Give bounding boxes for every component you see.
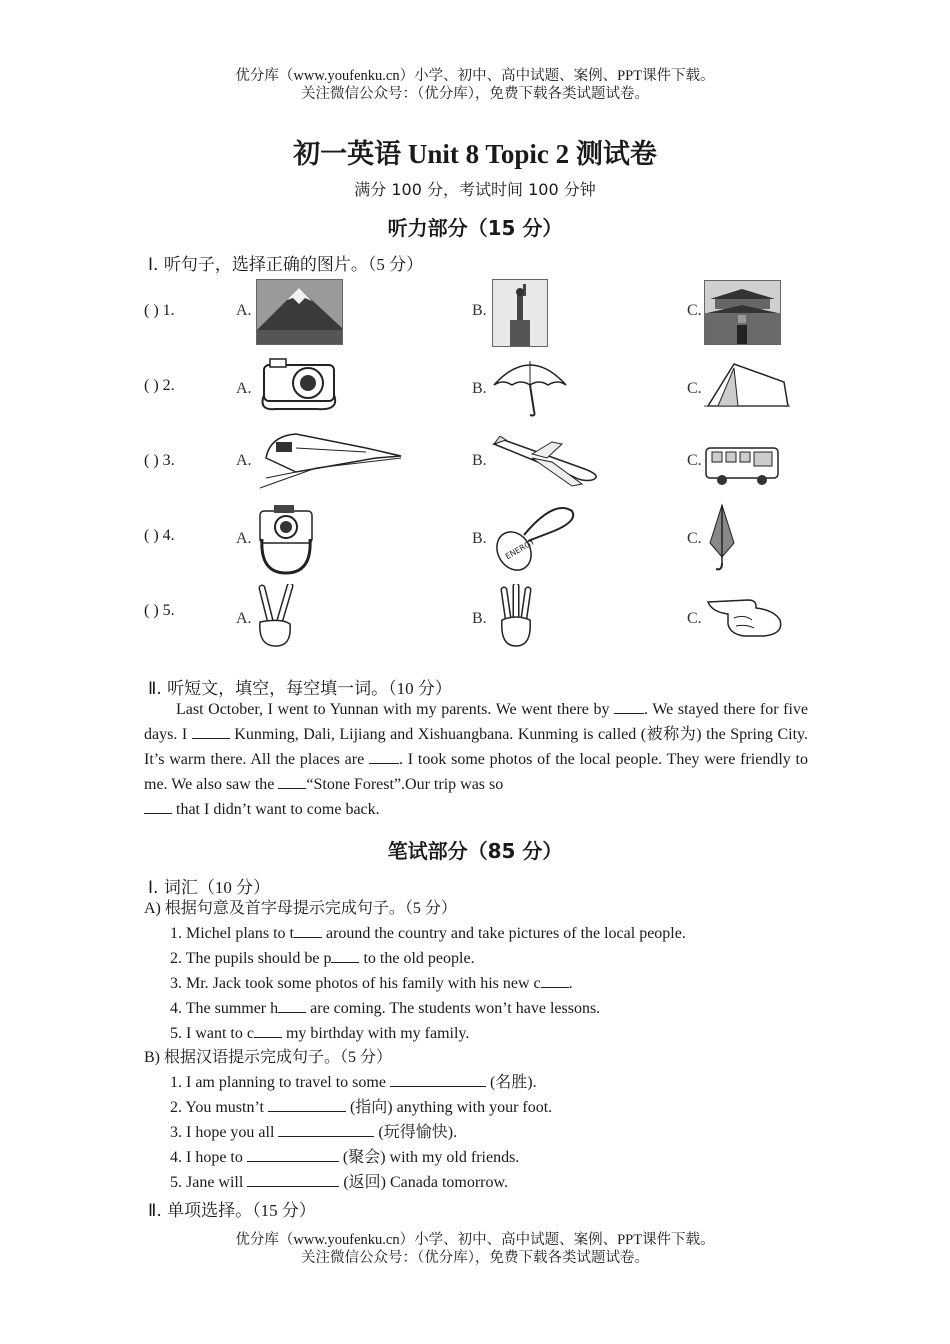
camera-icon[interactable]: [256, 355, 342, 413]
footer-line-1: 优分库（www.youfenku.cn）小学、初中、高中试题、案例、PPT课件下载。: [235, 1232, 715, 1248]
answer-blank[interactable]: [331, 948, 359, 963]
option-b-label: B.: [472, 610, 487, 627]
vocab-b-list: [170, 1070, 552, 1195]
question-number: ( ) 3.: [144, 452, 175, 469]
option-a-label: A.: [236, 380, 252, 397]
list-item: 2. You mustn’t (指向) anything with your foot.: [170, 1099, 553, 1116]
listening-part1-label: [148, 250, 423, 275]
section-label: Ⅱ. 听短文，填空，每空填一词。: [148, 679, 389, 699]
three-fingers-hand-icon[interactable]: [496, 584, 536, 650]
option-c-label: C.: [687, 610, 702, 627]
option-c-label: C.: [687, 302, 702, 319]
vocab-a-list: [170, 921, 686, 1046]
option-a-label: A.: [236, 452, 252, 469]
statue-of-liberty-photo[interactable]: [492, 279, 548, 347]
section-points: （10 分）: [388, 679, 452, 698]
option-a-label: A.: [236, 610, 252, 627]
statue-icon: [493, 280, 547, 346]
airplane-icon[interactable]: [492, 436, 610, 490]
vocab-a-label: A) 根据句意及首字母提示完成句子。（5 分）: [144, 900, 457, 917]
footer-line-2: 关注微信公众号：（优分库），免费下载各类试题试卷。: [301, 1250, 649, 1266]
option-b-label: B.: [472, 380, 487, 397]
answer-blank[interactable]: [254, 1023, 282, 1038]
page-title: 初一英语 Unit 8 Topic 2 测试卷: [293, 139, 657, 169]
list-item: 1. Michel plans to t around the country and take pictures of the local people.: [170, 925, 686, 942]
answer-blank[interactable]: [278, 774, 306, 789]
list-item: 1. I am planning to travel to some (名胜).: [170, 1074, 537, 1091]
option-a-label: A.: [236, 530, 252, 547]
answer-blank[interactable]: [192, 724, 230, 739]
vocab-label: [148, 873, 270, 898]
camera-icon[interactable]: [256, 503, 316, 575]
bus-icon[interactable]: [704, 444, 780, 488]
answer-blank[interactable]: [390, 1072, 486, 1087]
list-item: 4. I hope to (聚会) with my old friends.: [170, 1149, 520, 1166]
option-c-label: C.: [687, 380, 702, 397]
header-line-2: 关注微信公众号：（优分库），免费下载各类试题试卷。: [301, 86, 649, 102]
option-b-label: B.: [472, 452, 487, 469]
list-item: 3. I hope you all (玩得愉快).: [170, 1124, 458, 1141]
tiananmen-photo[interactable]: [704, 280, 781, 345]
answer-blank[interactable]: [369, 749, 399, 764]
page-subtitle: 满分 100 分，考试时间 100 分钟: [354, 180, 596, 199]
section-label: Ⅰ. 词汇: [148, 878, 198, 898]
list-item: 5. Jane will (返回) Canada tomorrow.: [170, 1174, 509, 1191]
answer-blank[interactable]: [294, 923, 322, 938]
choice-label: [148, 1196, 316, 1221]
answer-blank[interactable]: [614, 699, 644, 714]
section-points: （15 分）: [252, 1201, 316, 1220]
question-number: ( ) 5.: [144, 602, 175, 619]
section-points: （5 分）: [367, 255, 424, 274]
vocab-b-label: B) 根据汉语提示完成句子。（5 分）: [144, 1049, 393, 1066]
question-number: ( ) 2.: [144, 377, 175, 394]
passage-paragraph: Last October, I went to Yunnan with my parents. We went there by . We stayed there for five days. I Kunming, Dali, Lijiang and Xishuangbana. Kunming is called (被称为) the Spring City. It’s warm there. All the places are . I took some photos of the local people. They were friendly to me. We also saw the “Stone Forest”.Our trip was so: [144, 701, 809, 793]
tent-icon[interactable]: [704, 358, 790, 410]
writing-heading: 笔试部分（85 分）: [387, 839, 563, 863]
mountain-photo[interactable]: [256, 279, 343, 345]
umbrella-icon[interactable]: [492, 355, 568, 417]
answer-blank[interactable]: [247, 1172, 339, 1187]
section-label: Ⅱ. 单项选择。: [148, 1201, 253, 1221]
pointing-hand-icon[interactable]: [704, 594, 786, 642]
victory-hand-icon[interactable]: [252, 584, 298, 650]
answer-blank[interactable]: [541, 973, 569, 988]
passage-paragraph: that I didn’t want to come back.: [144, 797, 808, 822]
closed-umbrella-icon[interactable]: [704, 503, 740, 571]
mountain-icon: [257, 280, 342, 344]
header-line-1: 优分库（www.youfenku.cn）小学、初中、高中试题、案例、PPT课件下载。: [235, 68, 715, 84]
train-icon[interactable]: [256, 428, 406, 492]
option-b-label: B.: [472, 302, 487, 319]
gate-icon: [705, 281, 780, 344]
list-item: 3. Mr. Jack took some photos of his family with his new c .: [170, 975, 573, 992]
listening-part2-label: [148, 674, 452, 699]
list-item: 5. I want to c my birthday with my family.: [170, 1025, 470, 1042]
answer-blank[interactable]: [278, 1122, 374, 1137]
listening-passage: [144, 697, 808, 822]
list-item: 4. The summer h are coming. The students won’t have lessons.: [170, 1000, 601, 1017]
answer-blank[interactable]: [144, 799, 172, 814]
flashlight-icon[interactable]: [494, 505, 578, 573]
section-points: （10 分）: [197, 878, 271, 897]
svg-text:ENERGY: ENERGY: [503, 537, 537, 562]
listening-heading: 听力部分（15 分）: [387, 216, 563, 240]
option-c-label: C.: [687, 530, 702, 547]
list-item: 2. The pupils should be p to the old people.: [170, 950, 475, 967]
answer-blank[interactable]: [278, 998, 306, 1013]
section-label: Ⅰ. 听句子，选择正确的图片。: [148, 255, 368, 275]
question-number: ( ) 4.: [144, 527, 175, 544]
answer-blank[interactable]: [247, 1147, 339, 1162]
option-b-label: B.: [472, 530, 487, 547]
answer-blank[interactable]: [268, 1097, 346, 1112]
question-number: ( ) 1.: [144, 302, 175, 319]
option-a-label: A.: [236, 302, 252, 319]
option-c-label: C.: [687, 452, 702, 469]
